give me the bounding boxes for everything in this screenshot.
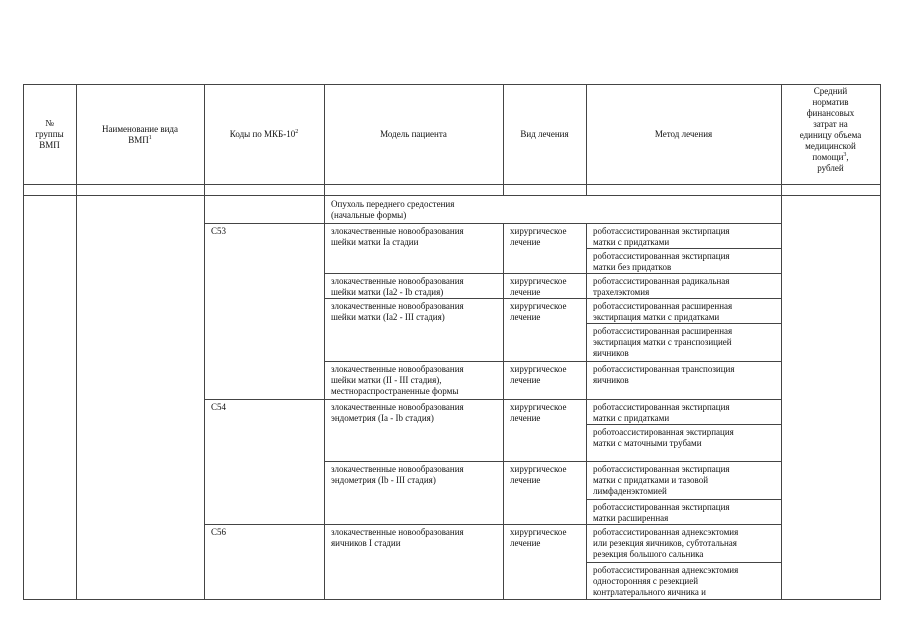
treatment-type-c56-1: хирургическое лечение [510, 527, 567, 548]
treatment-type-c53-2: хирургическое лечение [510, 276, 567, 297]
patient-model-c54-1: злокачественные новообразования эндометрия (Ia - Ib стадия) [331, 402, 464, 423]
method-c56-1a: роботассистированная аднексэктомия или резекция яичников, субтотальная резекция большого сальника [593, 527, 739, 559]
method-c53-3b: роботассистированная расширенная экстирпация матки с транспозицией яичников [593, 326, 733, 358]
method-c54-1a: роботассистированная экстирпация матки с придатками [593, 402, 730, 423]
method-c53-1a: роботассистированная экстирпация матки с придатками [593, 226, 730, 247]
icd-code-c56: C56 [211, 527, 227, 537]
method-c56-1b: роботассистированная аднексэктомия односторонняя с резекцией контрлатерального яичника и [593, 565, 739, 597]
header-patient-model: Модель пациента [380, 129, 447, 139]
header-treatment-method: Метод лечения [654, 129, 713, 139]
patient-model-c53-3: злокачественные новообразования шейки матки (Ia2 - III стадия) [331, 301, 464, 322]
treatment-type-c54-2: хирургическое лечение [510, 464, 567, 485]
method-c53-1b: роботассистированная экстирпация матки без придатков [593, 251, 730, 272]
method-c53-4: роботассистированная транспозиция яичников [593, 364, 735, 385]
method-c54-2a: роботассистированная экстирпация матки с придатками и тазовой лимфаденэктомией [593, 464, 730, 496]
icd-code-c54: C54 [211, 402, 227, 412]
header-vmp-name: Наименование вида ВМП$^1$ [102, 124, 178, 145]
patient-model-c53-2: злокачественные новообразования шейки матки (Ia2 - Ib стадия) [331, 276, 464, 297]
header-average-cost: Средний норматив финансовых затрат на единицу объема медицинской помощи$^3$, рублей [799, 86, 862, 173]
treatment-type-c53-3: хирургическое лечение [510, 301, 567, 322]
method-c53-3a: роботассистированная расширенная экстирпация матки с придатками [593, 301, 733, 322]
method-c53-2: роботассистированная радикальная трахелэктомия [593, 276, 730, 297]
patient-model-c53-4: злокачественные новообразования шейки матки (II - III стадия), местнораспространенные формы [331, 364, 464, 396]
header-group-number: № группы ВМП [35, 118, 64, 150]
patient-model-c54-2: злокачественные новообразования эндометрия (Ib - III стадия) [331, 464, 464, 485]
patient-model-mediastinum: Опухоль переднего средостения (начальные формы) [331, 199, 455, 220]
header-treatment-type: Вид лечения [520, 129, 569, 139]
icd-code-c53: C53 [211, 226, 227, 236]
treatment-type-c53-1: хирургическое лечение [510, 226, 567, 247]
treatment-type-c53-4: хирургическое лечение [510, 364, 567, 385]
method-c54-1b: роботоассистированная экстирпация матки с маточными трубами [593, 427, 734, 448]
patient-model-c56-1: злокачественные новообразования яичников I стадии [331, 527, 464, 548]
method-c54-2b: роботассистированная экстирпация матки расширенная [593, 502, 730, 523]
header-icd-codes: Коды по МКБ-$10^2$ [229, 129, 299, 139]
treatment-type-c54-1: хирургическое лечение [510, 402, 567, 423]
patient-model-c53-1: злокачественные новообразования шейки матки Ia стадии [331, 226, 464, 247]
